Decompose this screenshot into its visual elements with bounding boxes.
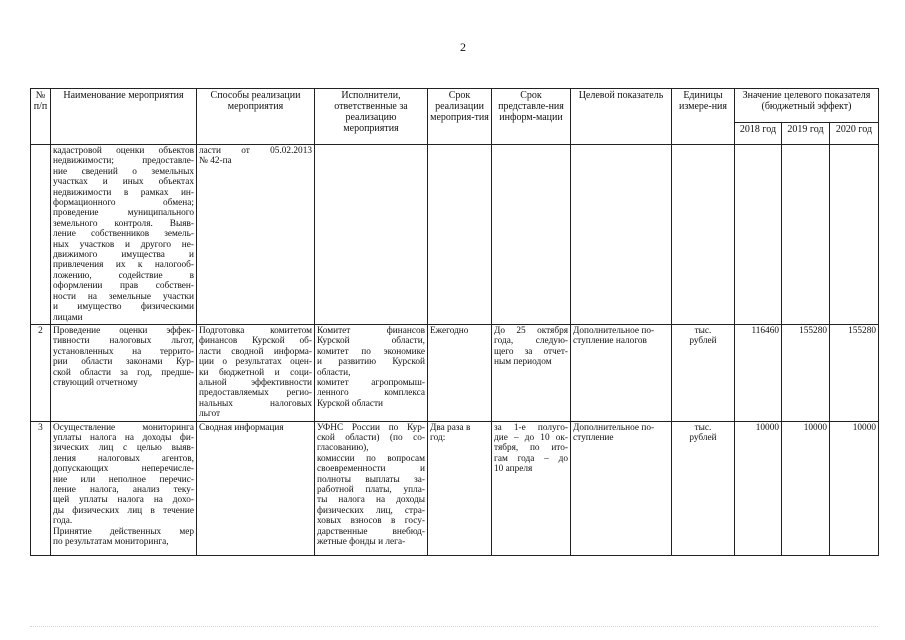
cell-line: ленного комплекса (317, 388, 425, 399)
measures-table (30, 88, 879, 556)
cell-line: ции о результатах оцен- (199, 357, 312, 368)
value-2019: 10000 (782, 421, 830, 555)
cell-line: гам года – до (494, 453, 568, 464)
cell-line: До 25 октября (494, 325, 568, 336)
executors-cell (315, 145, 428, 325)
value-2020: 155280 (830, 324, 879, 421)
cell-line: физических лиц, стра- (317, 505, 425, 516)
cell-line: по результатам мониторинга, (53, 537, 169, 548)
cell-line: дарственные внебюд- (317, 526, 425, 537)
cell-line: комитет агропромыш- (317, 377, 425, 388)
cell-line: ской области за год, предше- (53, 367, 194, 378)
cell-line: финансов Курской об- (199, 336, 312, 347)
cell-line: № 42-па (199, 156, 232, 167)
cell-line: тыс. (694, 422, 712, 433)
report-term-cell (492, 324, 571, 421)
header-value: Значение целевого показателя (бюджетный эффект) (735, 89, 879, 123)
target-cell (571, 324, 672, 421)
cell-line: недвижимости в рамках ин- (53, 187, 194, 198)
executors-cell (315, 421, 428, 555)
table-row (31, 145, 879, 325)
cell-line: области, (317, 367, 351, 378)
page-number: 2 (460, 40, 466, 54)
header-year-2019: 2019 год (782, 123, 830, 145)
row-number: 2 (31, 324, 51, 421)
cell-line: земельного контроля. Выяв- (53, 218, 194, 229)
cell-line: Два раза в (430, 422, 471, 433)
cell-line: Дополнительное по- (573, 422, 655, 433)
cell-line: ние или неполное перечис- (53, 474, 194, 485)
cell-line: нальных налоговых (199, 398, 312, 409)
cell-line: и развитию Курской (317, 357, 425, 368)
cell-line: альной эффективности (199, 377, 312, 388)
header-report-term: Срок представле-ния информ-мации (492, 89, 571, 145)
cell-line: ложению, содействие в (53, 270, 194, 281)
header-year-2018: 2018 год (735, 123, 782, 145)
row-number (31, 145, 51, 325)
cell-line: год: (430, 432, 446, 443)
value-2020: 10000 (830, 421, 879, 555)
cell-line: участках и иных объектах (53, 177, 194, 188)
cell-line: дие – до 10 ок- (494, 432, 568, 443)
executors-cell (315, 324, 428, 421)
cell-line: привлечения их к налогооб- (53, 260, 194, 271)
value-2018 (735, 145, 782, 325)
methods-cell (197, 324, 315, 421)
cell-line: Принятие действенных мер (53, 526, 194, 537)
name-cell (51, 324, 197, 421)
cell-line: Комитет финансов (317, 325, 425, 336)
report-term-cell (492, 145, 571, 325)
units-cell (672, 421, 735, 555)
cell-line: ление собственников земель- (53, 229, 194, 240)
cell-line: проведение муниципального (53, 208, 194, 219)
cell-line: допускающих неперечисле- (53, 464, 194, 475)
cell-line: рии области законами Кур- (53, 357, 194, 368)
units-cell (672, 324, 735, 421)
cell-line: 10 апреля (494, 464, 533, 475)
name-cell (51, 421, 197, 555)
cell-line: года. (53, 516, 73, 527)
header-methods: Способы реализации мероприятия (197, 89, 315, 145)
cell-line: Дополнительное по- (573, 325, 655, 336)
cell-line: оформлении прав собствен- (53, 281, 194, 292)
cell-line: Подготовка комитетом (199, 325, 312, 336)
cell-line: ности на земельные участки (53, 291, 194, 302)
report-term-cell (492, 421, 571, 555)
header-year-2020: 2020 год (830, 123, 879, 145)
table-row (31, 421, 879, 555)
value-2020 (830, 145, 879, 325)
cell-line: ступление (573, 432, 614, 443)
cell-line: Ежегодно (430, 325, 469, 336)
cell-line: движимого имущества и (53, 250, 194, 261)
cell-line: и имущество физическими (53, 302, 194, 313)
cell-line: Сводная информация (199, 422, 284, 433)
row-number: 3 (31, 421, 51, 555)
cell-line: ления налоговых агентов, (53, 453, 194, 464)
name-cell (51, 145, 197, 325)
cell-line: работной платы, упла- (317, 485, 425, 495)
cell-line: формационного обмена; (53, 198, 194, 209)
cell-line: рублей (689, 432, 717, 443)
header-units: Единицы измере-ния (672, 89, 735, 145)
header-name: Наименование мероприятия (51, 89, 197, 145)
cell-line: ласти сводной информа- (199, 346, 312, 357)
cell-line: ствующий отчетному (53, 377, 138, 388)
value-2018: 10000 (735, 421, 782, 555)
cell-line: Курской области, (317, 336, 425, 347)
header-target: Целевой показатель (571, 89, 672, 145)
cell-line: щего за отчет- (494, 346, 568, 357)
cell-line: Курской области (317, 398, 383, 409)
cell-line: тыс. (694, 325, 712, 336)
value-2019: 155280 (782, 324, 830, 421)
cell-line: комиссии по вопросам (317, 453, 425, 464)
table-row (31, 324, 879, 421)
units-cell (672, 145, 735, 325)
cell-line: недвижимости; предоставле- (53, 156, 194, 167)
term-cell (428, 421, 492, 555)
cell-line: ховых взносов в госу- (317, 516, 425, 527)
term-cell (428, 145, 492, 325)
cell-line: года, следую- (494, 336, 568, 347)
cell-line: кадастровой оценки объектов (53, 146, 194, 156)
cell-line: полноты выплаты за- (317, 474, 425, 485)
cell-line: ды физических лиц в течение (53, 505, 194, 516)
cell-line: зических лиц с целью выяв- (53, 443, 194, 454)
cell-line: рублей (689, 336, 717, 347)
cell-line: ление налога, анализ теку- (53, 485, 194, 495)
term-cell (428, 324, 492, 421)
cell-line: тивности налоговых льгот, (53, 336, 194, 347)
cell-line: ступление налогов (573, 336, 647, 347)
cell-line: Осуществление мониторинга (53, 422, 194, 433)
cell-line: Проведение оценки эффек- (53, 325, 194, 336)
cell-line: ние сведений о земельных (53, 166, 194, 177)
cell-line: ласти от 05.02.2013 (199, 146, 312, 156)
cell-line: ты налога на доходы (317, 495, 425, 506)
scan-footer-marks (30, 626, 878, 631)
cell-line: ным периодом (494, 357, 552, 368)
cell-line: жетные фонды и лега- (317, 537, 406, 548)
cell-line: установленных на террито- (53, 346, 194, 357)
cell-line: гласованию), (317, 443, 369, 454)
cell-line: ных участков и другого не- (53, 239, 194, 250)
cell-line: лицами (53, 312, 83, 323)
cell-line: предоставляемых регио- (199, 388, 312, 399)
target-cell (571, 421, 672, 555)
cell-line: своевременности и (317, 464, 425, 475)
target-cell (571, 145, 672, 325)
header-row (31, 89, 879, 123)
methods-cell (197, 145, 315, 325)
header-num: № п/п (31, 89, 51, 145)
value-2018: 116460 (735, 324, 782, 421)
cell-line: за 1-е полуго- (494, 422, 568, 433)
cell-line: ки бюджетной и соци- (199, 367, 312, 378)
value-2019 (782, 145, 830, 325)
header-executors: Исполнители, ответственные за реализацию мероприятия (315, 89, 428, 145)
cell-line: УФНС России по Кур- (317, 422, 425, 433)
cell-line: льгот (199, 409, 221, 420)
cell-line: тября, по ито- (494, 443, 568, 454)
header-term: Срок реализации мероприя-тия (428, 89, 492, 145)
cell-line: ской области) (по со- (317, 432, 425, 443)
methods-cell (197, 421, 315, 555)
cell-line: комитет по экономике (317, 346, 425, 357)
cell-line: щей уплаты налога на дохо- (53, 495, 194, 506)
cell-line: уплаты налога на доходы фи- (53, 432, 194, 443)
